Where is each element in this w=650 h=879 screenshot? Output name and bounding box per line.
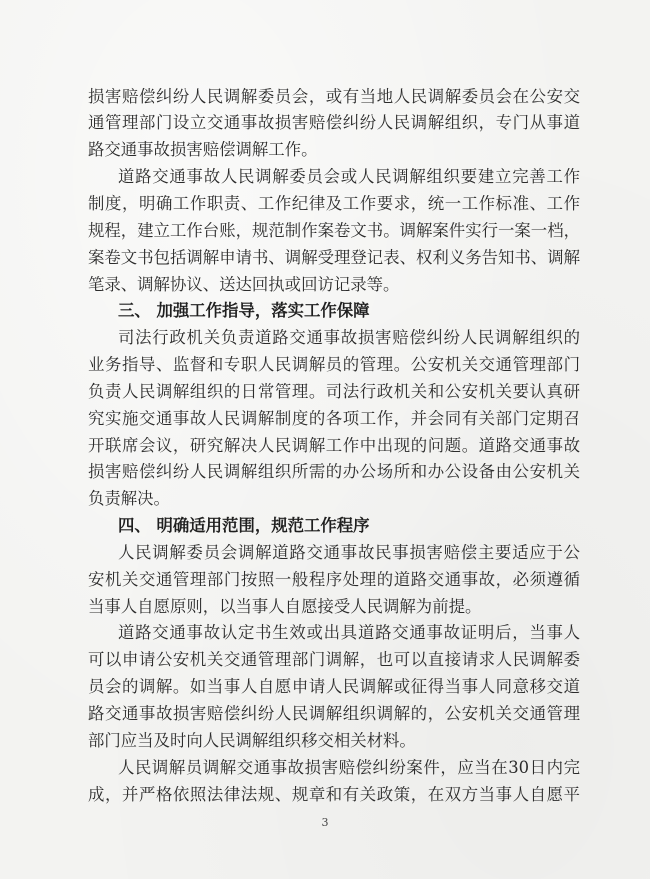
paragraph <box>88 755 580 809</box>
paragraph <box>88 620 580 754</box>
text-line: 负责解决。 <box>88 489 170 509</box>
paragraph <box>88 540 580 621</box>
text-line: 成，并严格依照法律法规、规章和有关政策，在双方当事人自愿平 <box>88 784 580 804</box>
text-line: 业务指导、监督和专职人民调解员的管理。公安机关交通管理部门 <box>88 355 580 375</box>
text-line: 案卷文书包括调解申请书、调解受理登记表、权利义务告知书、调解 <box>88 247 580 267</box>
text-line: 路交通事故损害赔偿纠纷人民调解组织调解的，公安机关交通管理 <box>88 704 580 723</box>
text-line: 安机关交通管理部门按照一般程序处理的道路交通事故，必须遵循 <box>88 569 580 589</box>
document-body <box>88 84 580 809</box>
text-line: 通管理部门设立交通事故损害赔偿纠纷人民调解组织，专门从事道 <box>88 113 580 133</box>
text-line: 制度，明确工作职责、工作纪律及工作要求，统一工作标准、工作 <box>88 193 580 213</box>
text-line: 规程，建立工作台账，规范制作案卷文书。调解案件实行一案一档， <box>88 220 580 240</box>
section-heading: 三、 加强工作指导，落实工作保障 <box>118 301 370 321</box>
text-line: 员会的调解。如当事人自愿申请人民调解或征得当事人同意移交道 <box>88 677 580 697</box>
text-line: 损害赔偿纠纷人民调解组织所需的办公场所和办公设备由公安机关 <box>88 462 580 482</box>
text-line: 路交通事故损害赔偿调解工作。 <box>88 140 318 160</box>
text-line: 司法行政机关负责道路交通事故损害赔偿纠纷人民调解组织的 <box>118 328 580 348</box>
text-line: 负责人民调解组织的日常管理。司法行政机关和公安机关要认真研 <box>88 381 580 401</box>
text-line: 当事人自愿原则，以当事人自愿接受人民调解为前提。 <box>88 596 482 616</box>
paragraph <box>88 84 580 165</box>
text-line: 开联席会议，研究解决人民调解工作中出现的问题。道路交通事故 <box>88 435 580 455</box>
text-line: 损害赔偿纠纷人民调解委员会，或有当地人民调解委员会在公安交 <box>88 86 580 106</box>
text-line: 道路交通事故认定书生效或出具道路交通事故证明后，当事人 <box>118 623 580 643</box>
text-line: 人民调解委员会调解道路交通事故民事损害赔偿主要适应于公 <box>118 542 580 562</box>
paragraph <box>88 164 580 298</box>
text-line: 部门应当及时向人民调解组织移交相关材料。 <box>88 730 416 750</box>
section-heading: 四、 明确适用范围，规范工作程序 <box>118 516 370 536</box>
text-line: 可以申请公安机关交通管理部门调解，也可以直接请求人民调解委 <box>88 650 580 670</box>
text-line: 道路交通事故人民调解委员会或人民调解组织要建立完善工作 <box>118 167 580 187</box>
text-line: 笔录、调解协议、送达回执或回访记录等。 <box>88 274 400 294</box>
paragraph <box>88 325 580 513</box>
text-line: 人民调解员调解交通事故损害赔偿纠纷案件，应当在30日内完 <box>118 757 580 777</box>
page-number: 3 <box>321 816 329 829</box>
text-line: 究实施交通事故人民调解制度的各项工作，并会同有关部门定期召 <box>88 408 580 428</box>
